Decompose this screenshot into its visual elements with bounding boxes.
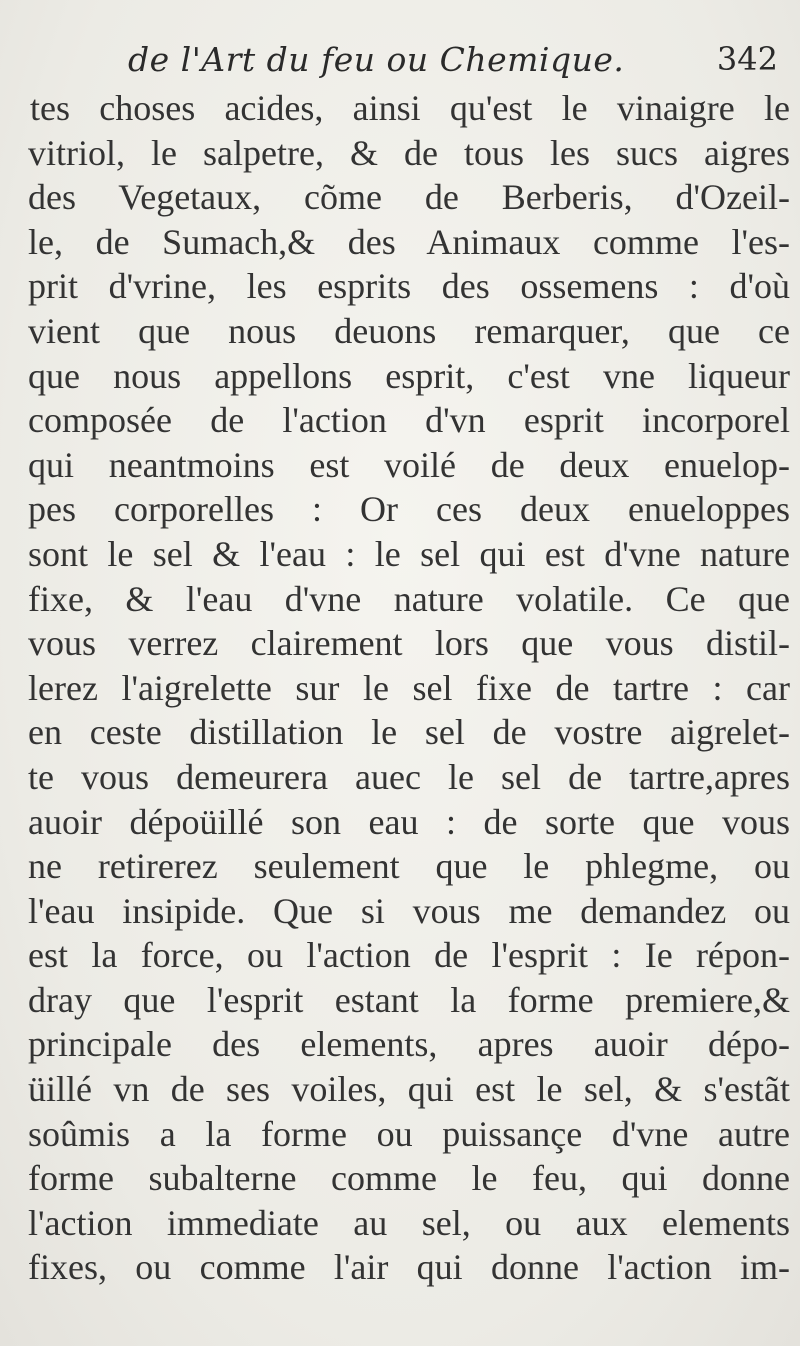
- text-line: prit d'vrine, les esprits des ossemens : d'où: [28, 266, 790, 307]
- text-line: principale des elements, apres auoir dépo-: [28, 1024, 790, 1065]
- text-line: ne retirerez seulement que le phlegme, ou: [28, 846, 790, 887]
- text-line: fixes, ou comme l'air qui donne l'action im-: [28, 1247, 790, 1288]
- text-line: soûmis a la forme ou puissançe d'vne autre: [28, 1113, 790, 1154]
- text-line: l'eau insipide. Que si vous me demandez ou: [28, 890, 790, 931]
- page-number: 342: [716, 40, 778, 78]
- text-line: est la force, ou l'action de l'esprit : Ie répon-: [28, 935, 790, 976]
- text-line: qui neantmoins est voilé de deux enuelop-: [28, 444, 790, 485]
- text-line: sont le sel & l'eau : le sel qui est d'vne nature: [28, 533, 790, 574]
- text-line: en ceste distillation le sel de vostre aigrelet-: [28, 712, 790, 753]
- text-line: fixe, & l'eau d'vne nature volatile. Ce que: [28, 578, 790, 619]
- text-line: vitriol, le salpetre, & de tous les sucs aigres: [28, 132, 790, 173]
- text-line: composée de l'action d'vn esprit incorporel: [28, 400, 790, 441]
- text-line: lerez l'aigrelette sur le sel fixe de tartre : car: [28, 667, 790, 708]
- text-line: que nous appellons esprit, c'est vne liqueur: [28, 355, 790, 396]
- text-line: tes choses acides, ainsi qu'est le vinaigre le: [30, 88, 790, 128]
- text-line: vous verrez clairement lors que vous distil-: [28, 623, 790, 664]
- body-text: [20, 86, 790, 1290]
- text-line: vient que nous deuons remarquer, que ce: [28, 310, 790, 351]
- text-line: le, de Sumach,& des Animaux comme l'es-: [28, 221, 790, 262]
- text-line: l'action immediate au sel, ou aux elements: [28, 1202, 790, 1243]
- text-line: te vous demeurera auec le sel de tartre,apres: [28, 756, 790, 797]
- page-header: [128, 40, 778, 90]
- text-line: auoir dépoüillé son eau : de sorte que vous: [28, 801, 790, 842]
- text-line: pes corporelles : Or ces deux enueloppes: [28, 489, 790, 530]
- text-line: dray que l'esprit estant la forme premiere,&: [28, 979, 790, 1020]
- text-line: forme subalterne comme le feu, qui donne: [28, 1158, 790, 1199]
- text-line: des Vegetaux, cõme de Berberis, d'Ozeil-: [28, 177, 790, 218]
- text-line: üillé vn de ses voiles, qui est le sel, & s'estãt: [28, 1069, 790, 1110]
- running-title: de l'Art du feu ou Chemique.: [128, 40, 625, 79]
